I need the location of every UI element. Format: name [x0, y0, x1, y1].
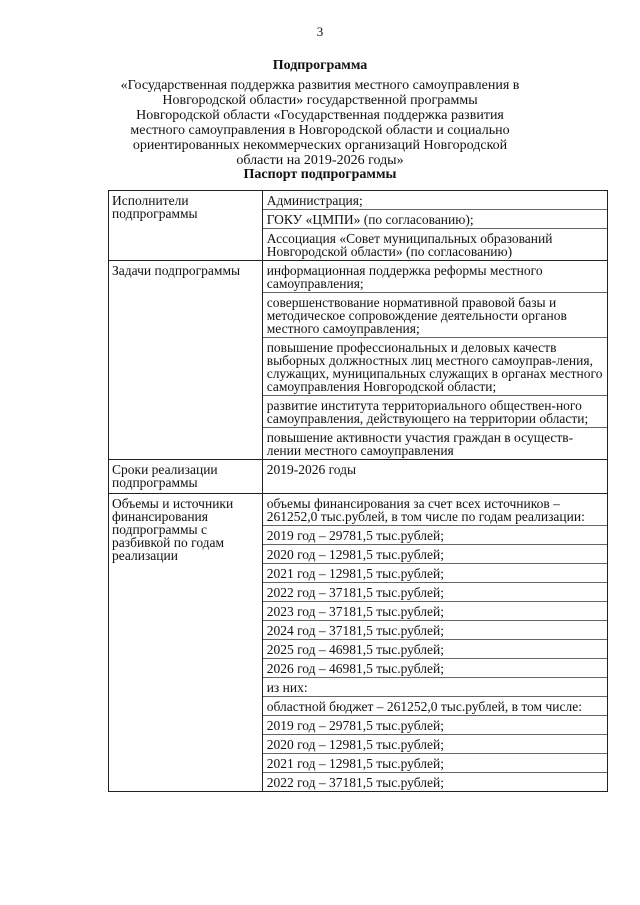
subprogram-title: Подпрограмма — [272, 58, 368, 73]
list-item: повышение активности участия граждан в осуществ-лении местного самоуправления — [263, 427, 607, 459]
page-number: 3 — [316, 24, 324, 39]
list-item: 2021 год – 12981,5 тыс.рублей; — [263, 753, 607, 772]
subprogram-subtitle: «Государственная поддержка развития местного самоуправления в Новгородской области» государственной программы Новгородской области «Государственная поддержка развития местного самоуправления в Новгородской области и социально ориентированных некоммерческих организаций Новгородской области на 2019-2026 годы» — [120, 78, 520, 168]
table-row-financing — [109, 494, 608, 792]
passport-table — [108, 190, 608, 792]
list-item: 2023 год – 37181,5 тыс.рублей; — [263, 601, 607, 620]
list-item: объемы финансирования за счет всех источников – 261252,0 тыс.рублей, в том числе по годам реализации: — [266, 496, 585, 524]
row-label: Исполнители подпрограммы — [109, 191, 263, 261]
list-item: совершенствование нормативной правовой базы и методическое сопровождение деятельности органов местного самоуправления; — [263, 292, 607, 337]
list-item: 2020 год – 12981,5 тыс.рублей; — [263, 734, 607, 753]
list-item: 2019-2026 годы — [266, 462, 357, 477]
list-item: 2019 год – 29781,5 тыс.рублей; — [263, 525, 607, 544]
list-item: 2026 год – 46981,5 тыс.рублей; — [263, 658, 607, 677]
list-item: Администрация; — [266, 193, 363, 208]
row-values — [262, 191, 607, 261]
list-item: повышение профессиональных и деловых качеств выборных должностных лиц местного самоуправ-ления, служащих, муниципальных служащих в органах местного самоуправления Новгородской области; — [263, 337, 607, 395]
table-row-executors — [109, 191, 608, 261]
row-values — [262, 494, 607, 792]
table-row-tasks — [109, 261, 608, 460]
list-item: 2024 год – 37181,5 тыс.рублей; — [263, 620, 607, 639]
list-item: 2025 год – 46981,5 тыс.рублей; — [263, 639, 607, 658]
list-item: 2020 год – 12981,5 тыс.рублей; — [263, 544, 607, 563]
list-item: областной бюджет – 261252,0 тыс.рублей, в том числе: — [263, 696, 607, 715]
list-item: 2019 год – 29781,5 тыс.рублей; — [263, 715, 607, 734]
passport-title: Паспорт подпрограммы — [243, 167, 397, 182]
row-label: Сроки реализации подпрограммы — [109, 460, 263, 494]
row-values — [262, 261, 607, 460]
list-item: 2021 год – 12981,5 тыс.рублей; — [263, 563, 607, 582]
table-row-period — [109, 460, 608, 494]
list-item: 2022 год – 37181,5 тыс.рублей; — [263, 772, 607, 791]
list-item: развитие института территориального обществен-ного самоуправления, действующего на территории области; — [263, 395, 607, 427]
row-values — [262, 460, 607, 494]
list-item: Ассоциация «Совет муниципальных образований Новгородской области» (по согласованию) — [263, 228, 607, 260]
list-item: ГОКУ «ЦМПИ» (по согласованию); — [263, 209, 607, 228]
row-label: Объемы и источники финансирования подпрограммы с разбивкой по годам реализации — [109, 494, 263, 792]
list-item: информационная поддержка реформы местного самоуправления; — [266, 263, 543, 291]
row-label: Задачи подпрограммы — [109, 261, 263, 460]
list-item: из них: — [263, 677, 607, 696]
list-item: 2022 год – 37181,5 тыс.рублей; — [263, 582, 607, 601]
